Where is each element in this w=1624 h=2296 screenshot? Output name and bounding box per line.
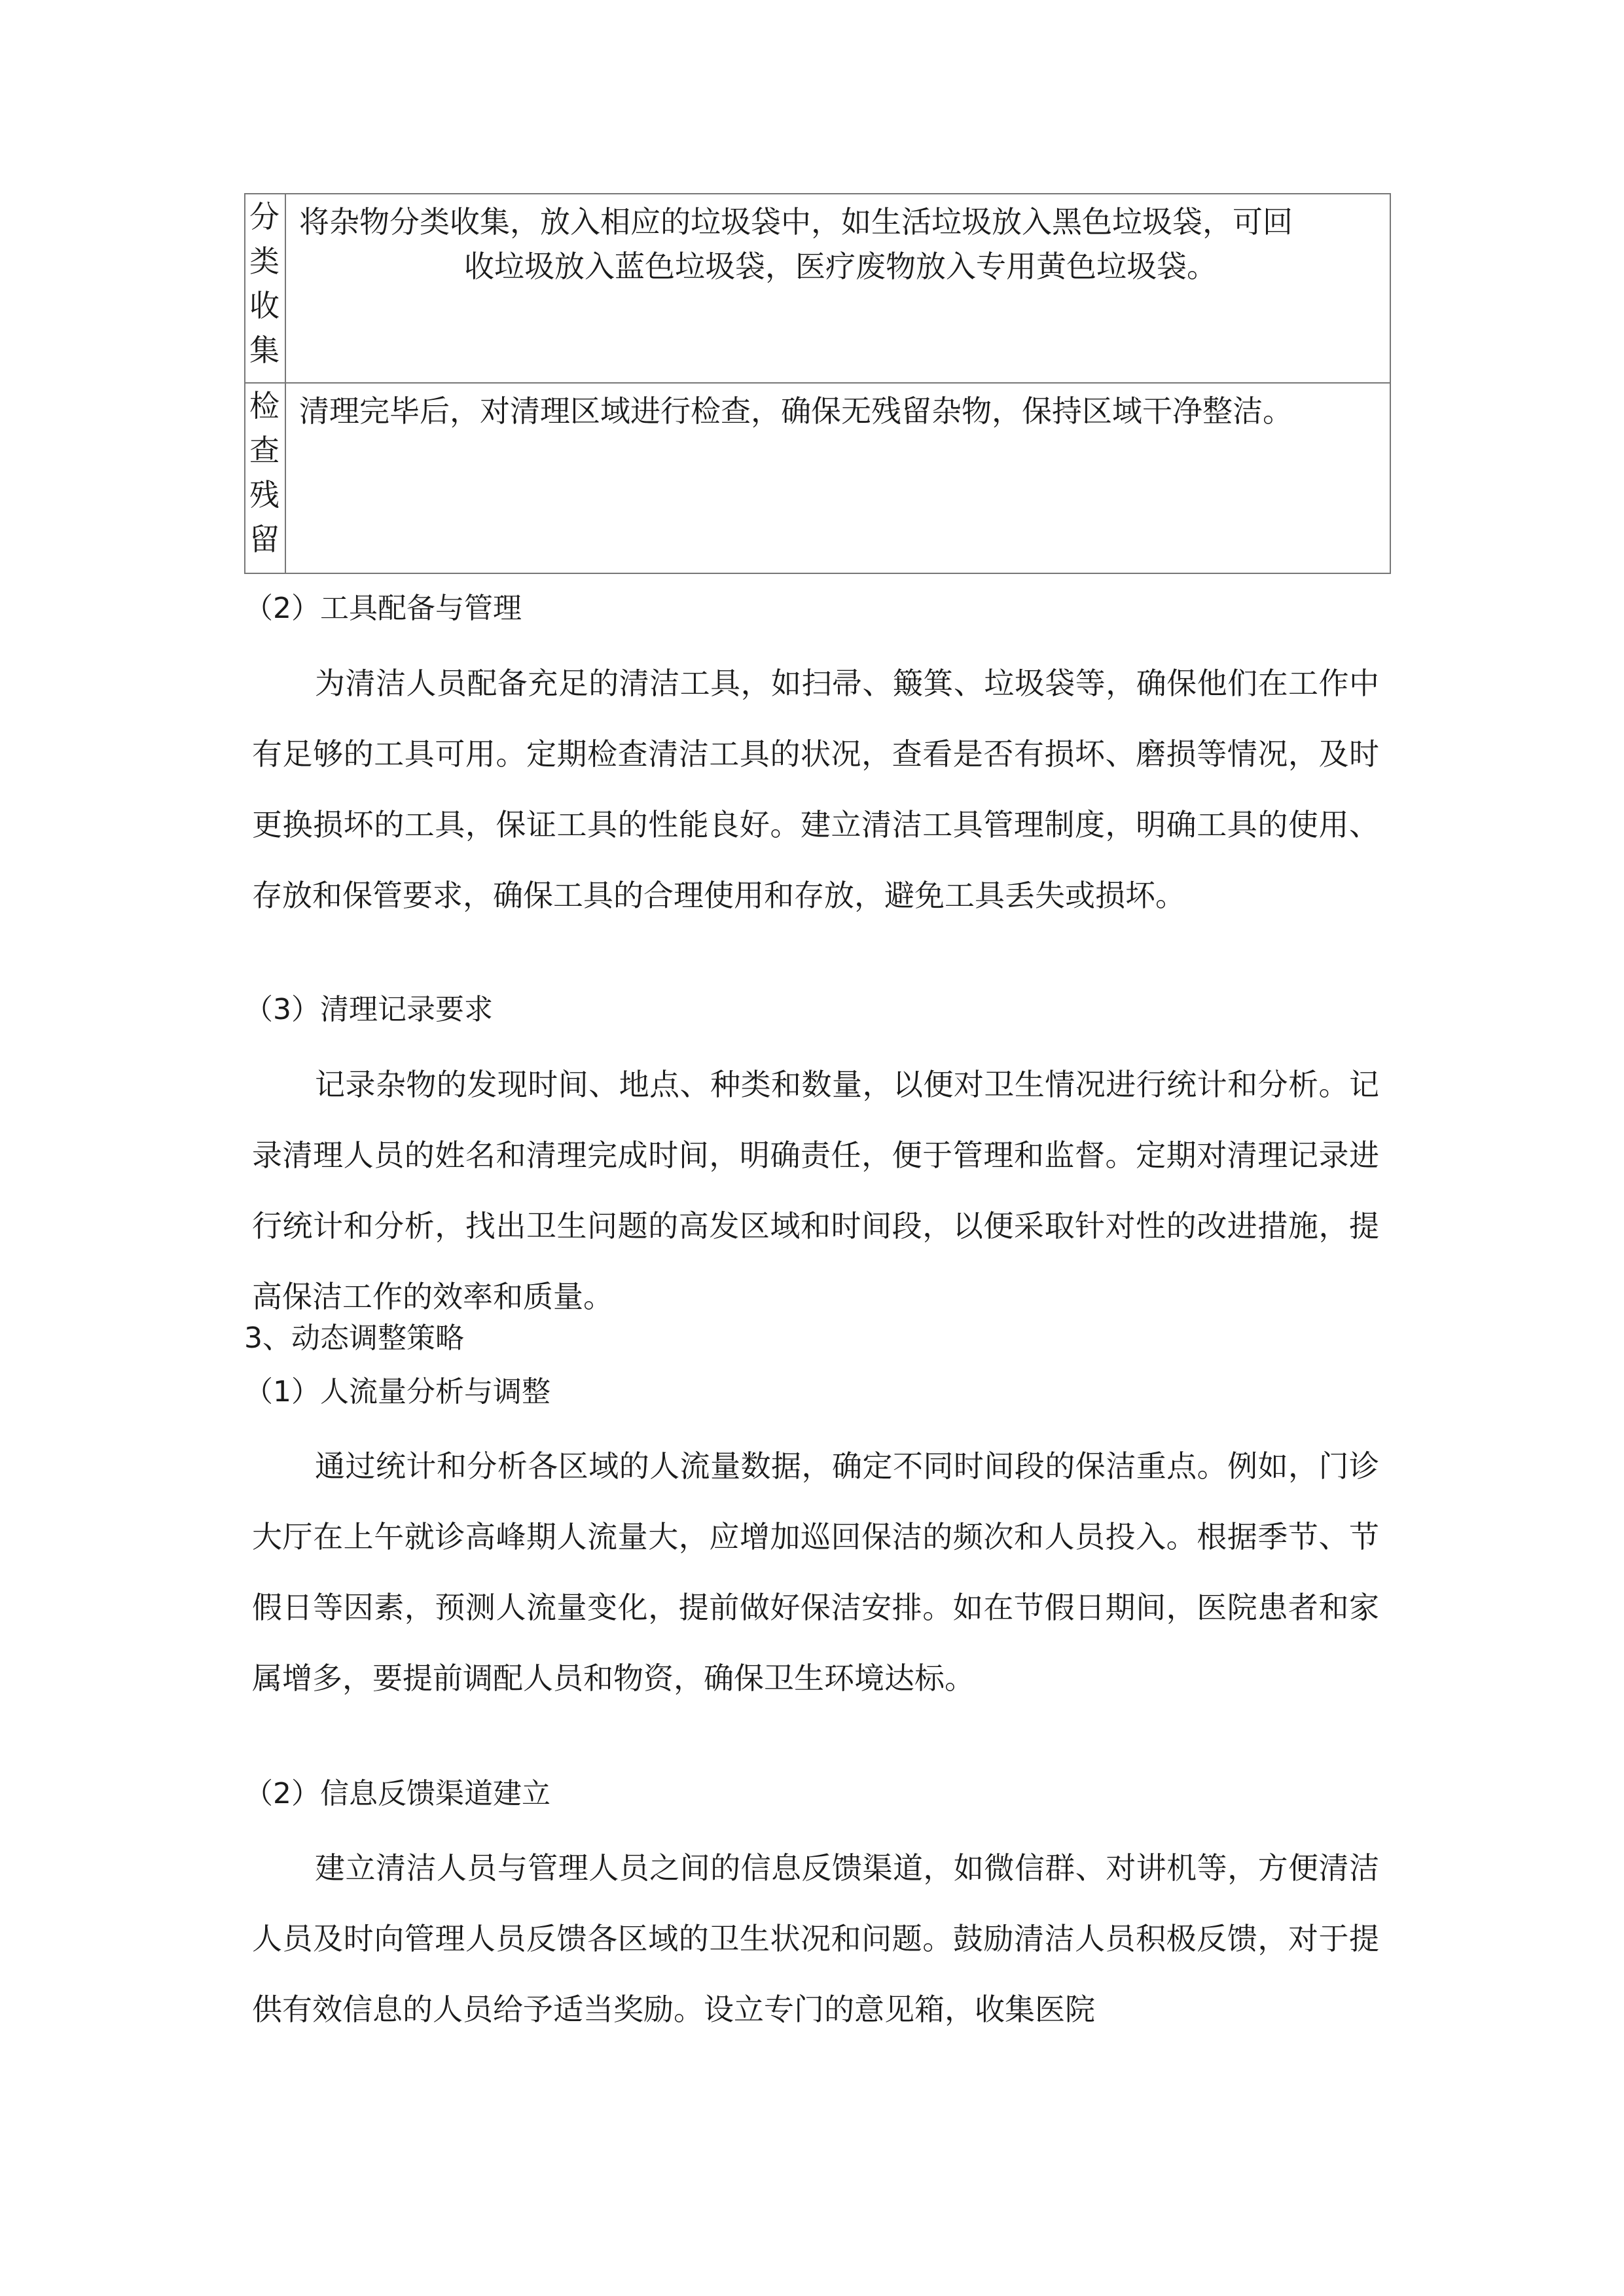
row-label-char: 类 [249, 243, 280, 279]
row-label-char: 收 [249, 288, 280, 323]
row-label-char: 残 [249, 477, 280, 512]
row-label-char: 检 [249, 388, 280, 423]
part-heading: 3、动态调整策略 [244, 1321, 464, 1355]
row-label-char: 查 [249, 433, 280, 468]
section-paragraph: 为清洁人员配备充足的清洁工具，如扫帚、簸箕、垃圾袋等，确保他们在工作中有足够的工具可用。定期检查清洁工具的状况，查看是否有损坏、磨损等情况，及时更换损坏的工具，保证工具的性能良好。建立清洁工具管理制度，明确工具的使用、存放和保管要求，确保工具的合理使用和存放，避免工具丢失或损坏。 [252, 666, 1379, 913]
row-content-line1: 将杂物分类收集，放入相应的垃圾袋中，如生活垃圾放入黑色垃圾袋，可回 [299, 204, 1293, 240]
row-content [286, 194, 1390, 382]
row-content-text: 清理完毕后，对清理区域进行检查，确保无残留杂物，保持区域干净整洁。 [299, 393, 1293, 429]
row-label-char: 留 [249, 522, 280, 557]
section-paragraph: 建立清洁人员与管理人员之间的信息反馈渠道，如微信群、对讲机等，方便清洁人员及时向管理人员反馈各区域的卫生状况和问题。鼓励清洁人员积极反馈，对于提供有效信息的人员给予适当奖励。设立专门的意见箱，收集医院 [252, 1850, 1379, 2027]
cleaning-steps-table [244, 193, 1391, 574]
section-heading: （2）工具配备与管理 [244, 592, 522, 625]
row-label-char: 分 [249, 199, 280, 234]
section-heading: （2）信息反馈渠道建立 [244, 1777, 550, 1810]
row-label [245, 384, 286, 573]
table-row [245, 384, 1390, 573]
section-paragraph: 记录杂物的发现时间、地点、种类和数量，以便对卫生情况进行统计和分析。记录清理人员的姓名和清理完成时间，明确责任，便于管理和监督。定期对清理记录进行统计和分析，找出卫生问题的高发区域和时间段，以便采取针对性的改进措施，提高保洁工作的效率和质量。 [252, 1067, 1379, 1314]
section-heading: （1）人流量分析与调整 [244, 1375, 550, 1408]
section-paragraph: 通过统计和分析各区域的人流量数据，确定不同时间段的保洁重点。例如，门诊大厅在上午就诊高峰期人流量大，应增加巡回保洁的频次和人员投入。根据季节、节假日等因素，预测人流量变化，提前做好保洁安排。如在节假日期间，医院患者和家属增多，要提前调配人员和物资，确保卫生环境达标。 [252, 1448, 1379, 1696]
row-content-line2: 收垃圾放入蓝色垃圾袋，医疗废物放入专用黄色垃圾袋。 [464, 249, 1217, 284]
row-label [245, 194, 286, 382]
table-row [245, 194, 1390, 384]
section-heading: （3）清理记录要求 [244, 993, 493, 1026]
row-content [286, 384, 1390, 573]
row-label-char: 集 [249, 332, 280, 368]
